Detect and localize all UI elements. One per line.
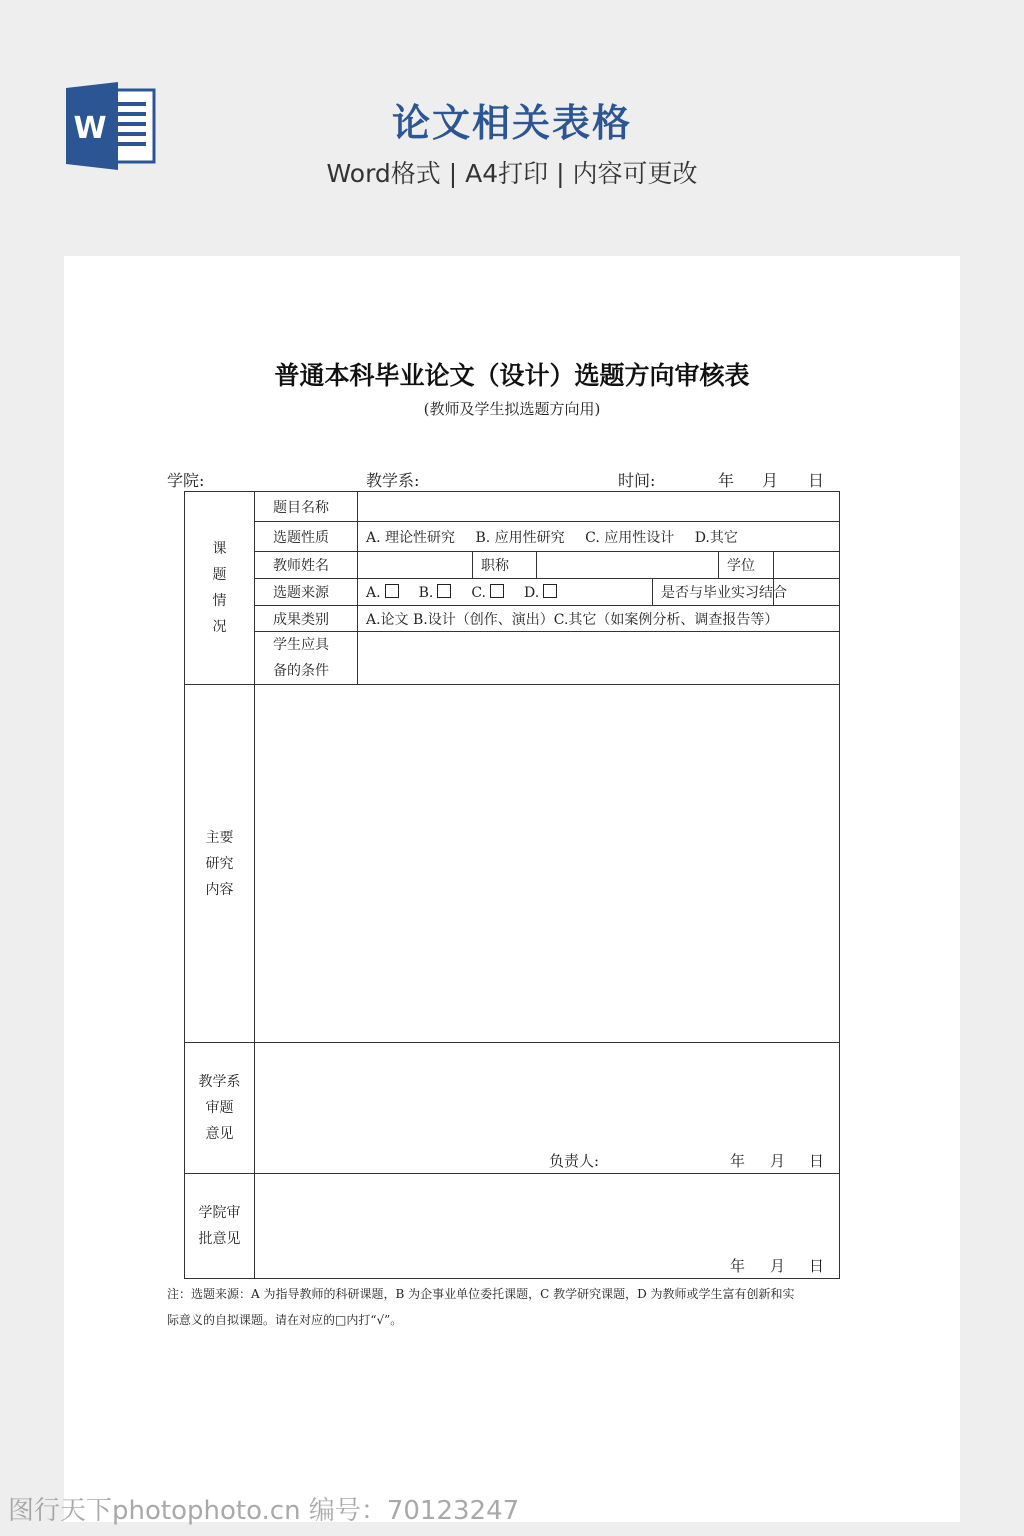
source-option-a: A. — [366, 584, 381, 601]
word-logo-letter: W — [73, 111, 107, 146]
time-label: 时间: — [618, 471, 656, 490]
student-requirements-label: 学生应具 备的条件 — [255, 632, 358, 685]
rank-label: 职称 — [473, 552, 537, 579]
footnote — [167, 1281, 867, 1333]
dept-year-label: 年 — [730, 1152, 746, 1170]
rank-field[interactable] — [537, 552, 719, 579]
college-approval-label: 学院审 批意见 — [185, 1174, 255, 1279]
document-title: 普通本科毕业论文（设计）选题方向审核表 — [274, 361, 750, 390]
topic-nature-label: 选题性质 — [255, 522, 358, 552]
review-form-table — [184, 491, 840, 1279]
college-approval-field[interactable] — [255, 1174, 840, 1279]
nature-option-a: A. 理论性研究 — [366, 529, 456, 546]
topic-source-options[interactable] — [358, 579, 653, 606]
footnote-line-2: 际意义的自拟课题。请在对应的□内打“√”。 — [167, 1313, 403, 1327]
department-opinion-field[interactable] — [255, 1043, 840, 1174]
source-option-c: C. — [471, 584, 486, 601]
degree-field[interactable] — [774, 552, 840, 579]
checkbox-d[interactable] — [543, 584, 557, 598]
checkbox-a[interactable] — [385, 584, 399, 598]
nature-option-d: D.其它 — [694, 529, 738, 546]
checkbox-c[interactable] — [490, 584, 504, 598]
year-label: 年 — [718, 471, 735, 490]
degree-label: 学位 — [719, 552, 774, 579]
day-label: 日 — [808, 471, 825, 490]
topic-nature-options[interactable] — [358, 522, 840, 552]
research-content-field[interactable] — [255, 685, 840, 1043]
teacher-name-label: 教师姓名 — [255, 552, 358, 579]
dept-day-label: 日 — [809, 1152, 825, 1170]
department-opinion-label: 教学系 审题 意见 — [185, 1043, 255, 1174]
department-label: 教学系: — [366, 471, 420, 490]
checkbox-b[interactable] — [437, 584, 451, 598]
college-day-label: 日 — [809, 1257, 825, 1275]
topic-source-label: 选题来源 — [255, 579, 358, 606]
footnote-line-1: 注：选题来源：A 为指导教师的科研课题，B 为企事业单位委托课题，C 教学研究课题，D 为教师或学生富有创新和实 — [167, 1287, 795, 1301]
topic-title-label: 题目名称 — [255, 492, 358, 522]
college-label: 学院: — [167, 471, 205, 490]
topic-title-field[interactable] — [358, 492, 840, 522]
nature-option-b: B. 应用性研究 — [475, 529, 565, 546]
nature-option-c: C. 应用性设计 — [585, 529, 675, 546]
college-year-label: 年 — [730, 1257, 746, 1275]
document-page — [64, 256, 960, 1522]
document-subtitle: (教师及学生拟选题方向用) — [423, 400, 601, 418]
banner-title: 论文相关表格 — [391, 101, 632, 145]
student-requirements-field[interactable] — [358, 632, 840, 685]
source-option-b: B. — [418, 584, 434, 601]
internship-label: 是否与毕业实习结合 — [653, 579, 774, 606]
month-label: 月 — [762, 471, 779, 490]
result-type-options[interactable]: A.论文 B.设计（创作、演出）C.其它（如案例分析、调查报告等） — [358, 606, 840, 632]
source-option-d: D. — [523, 584, 540, 601]
watermark: 图行天下photophoto.cn 编号：70123247 — [8, 1496, 520, 1526]
college-month-label: 月 — [770, 1257, 786, 1275]
teacher-name-field[interactable] — [358, 552, 473, 579]
signer-label: 负责人: — [549, 1152, 600, 1170]
topic-section-label: 课 题 情 况 — [185, 492, 255, 685]
dept-month-label: 月 — [770, 1152, 786, 1170]
banner-subtitle: Word格式 | A4打印 | 内容可更改 — [326, 159, 698, 188]
result-type-label: 成果类别 — [255, 606, 358, 632]
research-content-label: 主要 研究 内容 — [185, 685, 255, 1043]
